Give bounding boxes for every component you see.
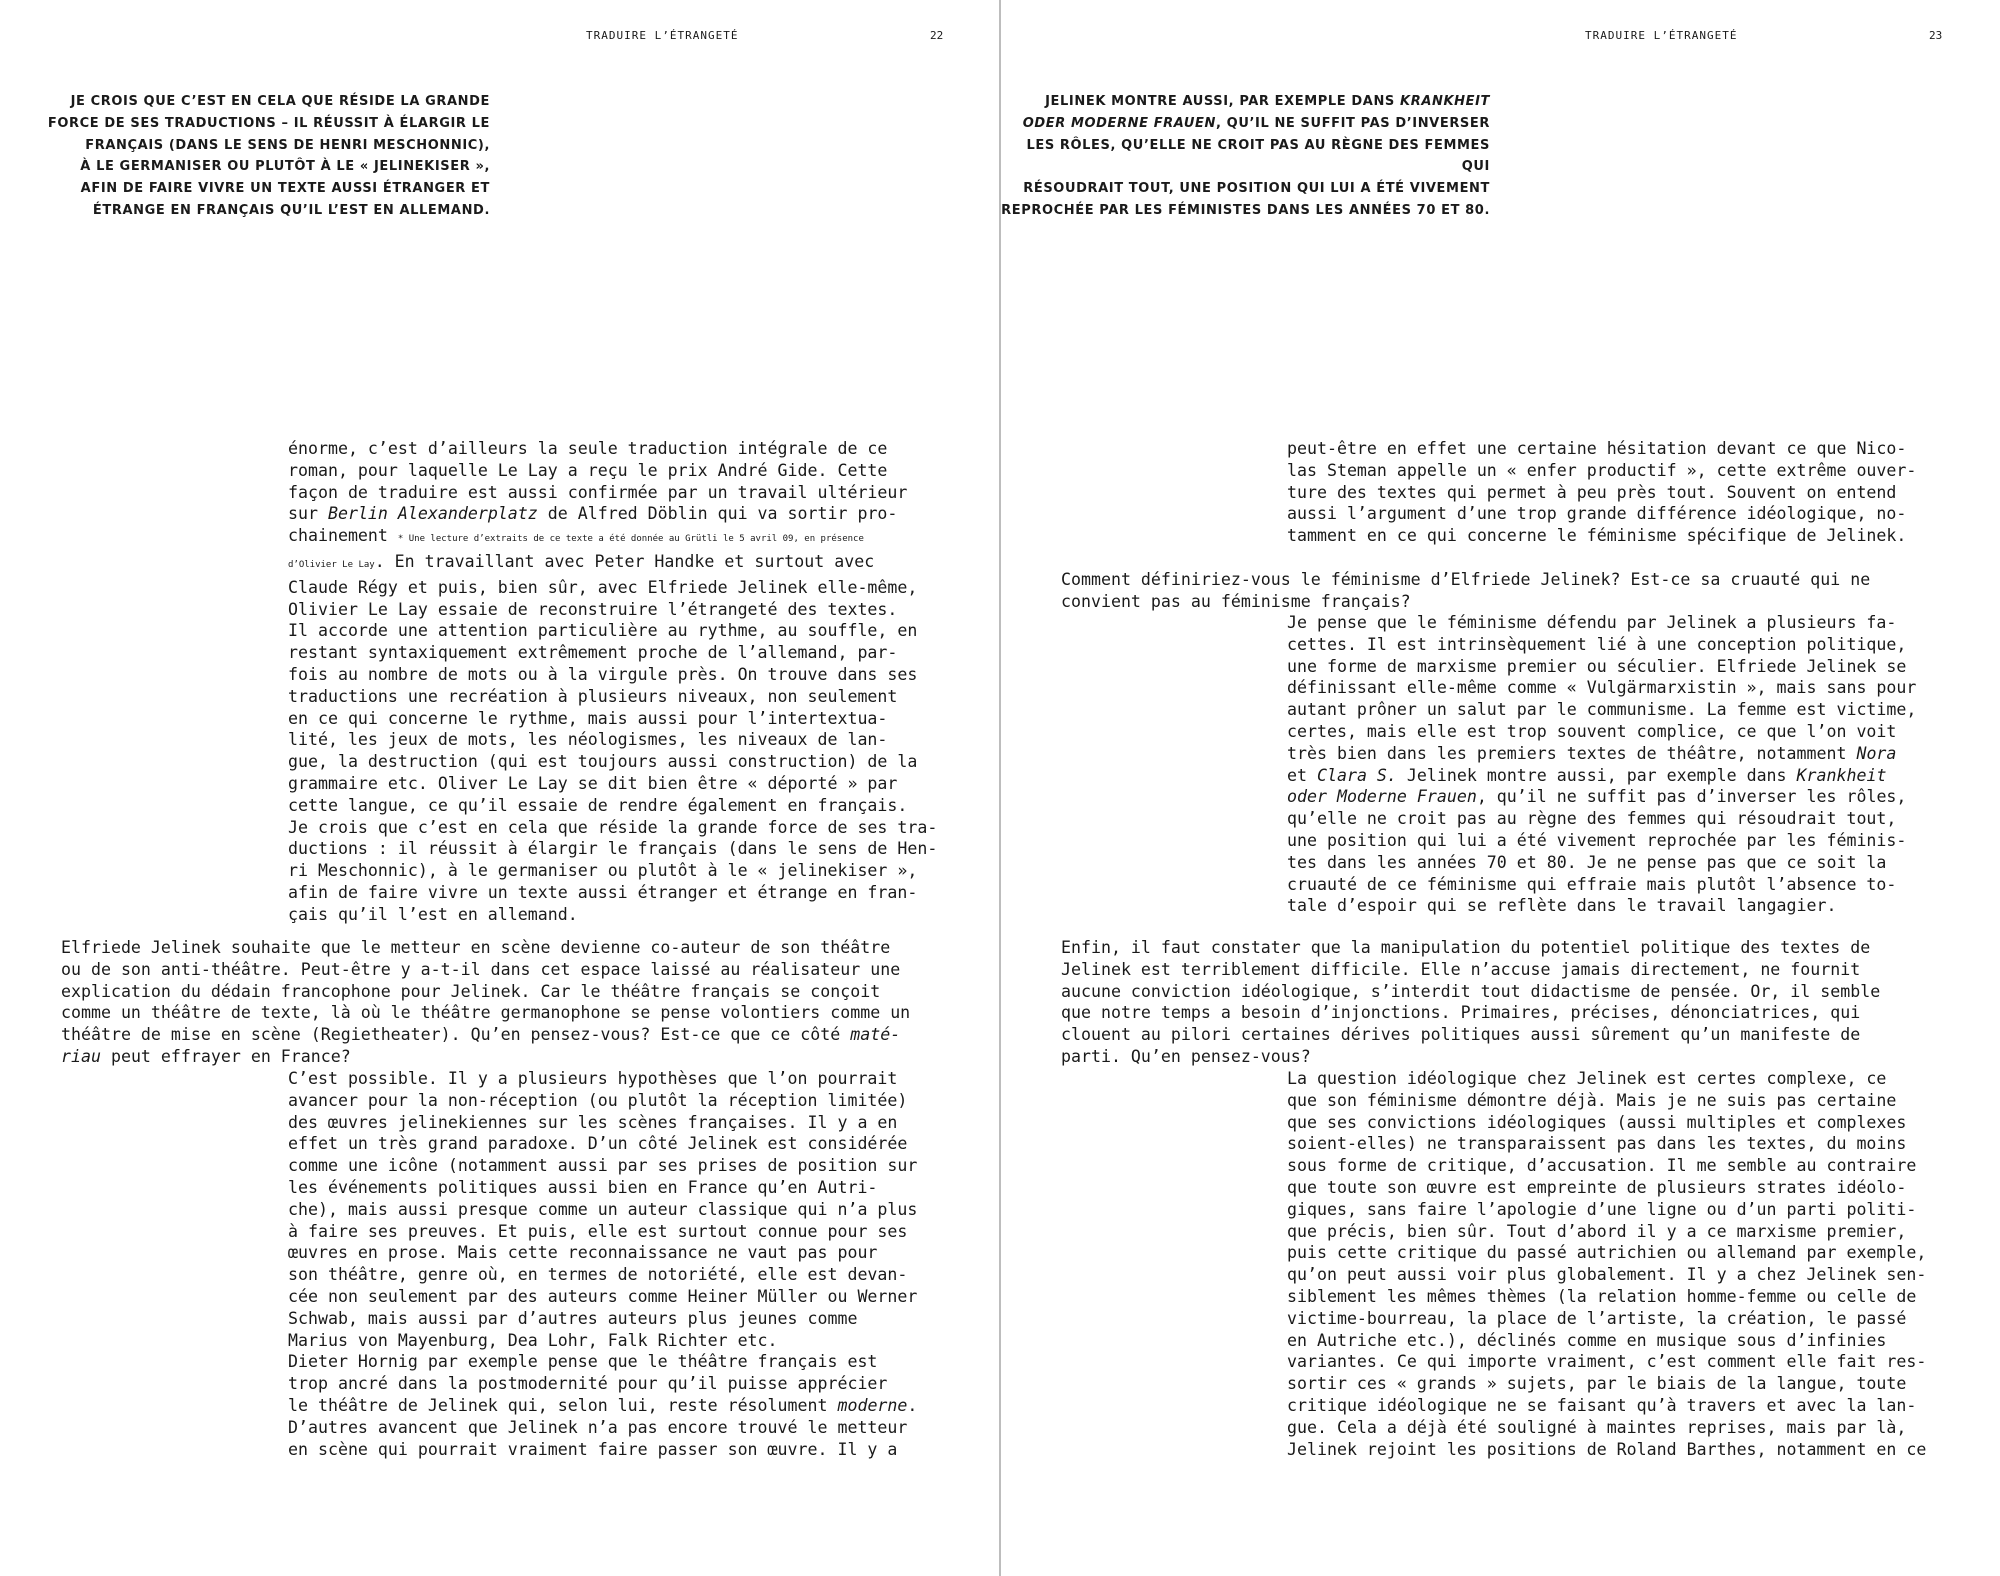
text-line: traductions une recréation à plusieurs niveaux, non seulement (288, 686, 898, 706)
text-line: les événements politiques aussi bien en France qu’en Autri- (288, 1177, 878, 1197)
pull-quote-line: AFIN DE FAIRE VIVRE UN TEXTE AUSSI ÉTRANGER ET (80, 181, 490, 197)
text-line: aussi l’argument d’une trop grande différence idéologique, no- (1287, 504, 1907, 524)
pull-quote-line: LES RÔLES, QU’ELLE NE CROIT PAS AU RÈGNE DES FEMMES QUI (1026, 137, 1490, 175)
text-line: Schwab, mais aussi par d’autres auteurs plus jeunes comme (288, 1308, 858, 1328)
pull-quote-line: ÉTRANGE EN FRANÇAIS QU’IL L’EST EN ALLEMAND. (92, 202, 490, 218)
text-run: peut effrayer en France? (100, 1046, 351, 1066)
text-line: restant syntaxiquement extrêmement proche de l’allemand, par- (288, 643, 898, 663)
text-run: Jelinek montre aussi, par exemple dans (1396, 765, 1797, 785)
text-line: en scène qui pourrait vraiment faire passer son œuvre. Il y a (288, 1439, 898, 1459)
text-line: sortir ces « grands » sujets, par le biais de la langue, toute (1287, 1374, 1907, 1394)
text-line: ou de son anti-théâtre. Peut-être y a-t-il dans cet espace laissé au réalisateur une (61, 959, 901, 979)
text-line: clouent au pilori certaines dérives politiques aussi sûrement qu’un manifeste de (1061, 1025, 1861, 1045)
text-line: aucune conviction idéologique, s’interdit tout didactisme de pensée. Or, il semble (1061, 981, 1881, 1001)
text-line: une forme de marxisme premier ou séculier. Elfriede Jelinek se (1287, 656, 1907, 676)
text-line: tale d’espoir qui se reflète dans le travail langagier. (1287, 896, 1837, 916)
text-line: Olivier Le Lay essaie de reconstruire l’étrangeté des textes. (288, 599, 898, 619)
text-run: sur (288, 504, 328, 524)
text-line: victime-bourreau, la place de l’artiste, la création, le passé (1287, 1308, 1907, 1328)
text-line: comme un théâtre de texte, là où le théâtre germanophone se pense volontiers comme un (61, 1003, 911, 1023)
emphasis: moderne (837, 1395, 908, 1415)
play-title: Clara S. (1316, 765, 1397, 785)
text-line: peut-être en effet une certaine hésitation devant ce que Nico- (1287, 439, 1907, 458)
text-line (1287, 743, 1916, 765)
interview-question (61, 937, 910, 1068)
text-line: variantes. Ce qui importe vraiment, c’est comment elle fait res- (1287, 1352, 1927, 1372)
text-line: tes dans les années 70 et 80. Je ne pense pas que ce soit la (1287, 852, 1887, 872)
text-line: Comment définiriez-vous le féminisme d’Elfriede Jelinek? Est-ce sa cruauté qui ne (1061, 570, 1871, 589)
body-text (288, 438, 937, 926)
text-line: une position qui lui a été vivement reprochée par les féminis- (1287, 830, 1907, 850)
text-line: en Autriche etc.), déclinés comme en musique sous d’infinies (1287, 1330, 1887, 1350)
text-line: ri Meschonnic), à le germaniser ou plutôt à le « jelinekiser », (288, 861, 918, 881)
text-line: giques, sans faire l’apologie d’une ligne ou d’un parti politi- (1287, 1199, 1917, 1219)
text-line: avancer pour la non-réception (ou plutôt la réception limitée) (288, 1090, 908, 1110)
text-line: La question idéologique chez Jelinek est certes complexe, ce (1287, 1069, 1887, 1088)
text-line: roman, pour laquelle Le Lay a reçu le prix André Gide. Cette (288, 460, 888, 480)
text-line: parti. Qu’en pensez-vous? (1061, 1046, 1311, 1066)
text-line (288, 525, 937, 551)
text-line: comme une icône (notamment aussi par ses prises de position sur (288, 1156, 918, 1176)
text-line: gue. Cela a déjà été souligné à maintes reprises, mais par là, (1287, 1417, 1907, 1437)
running-head: TRADUIRE L’ÉTRANGETÉ (1585, 29, 1738, 42)
text-line (61, 1046, 910, 1068)
text-line (61, 1024, 910, 1046)
text-line: cette langue, ce qu’il essaie de rendre également en français. (288, 795, 908, 815)
pull-quote (1000, 91, 1490, 222)
text-line: son théâtre, genre où, en termes de notoriété, elle est devan- (288, 1265, 908, 1285)
text-line: grammaire etc. Oliver Le Lay se dit bien être « déporté » par (288, 773, 898, 793)
emphasis: riau (61, 1046, 101, 1066)
footnote: d’Olivier Le Lay (288, 559, 375, 570)
text-line: Elfriede Jelinek souhaite que le metteur en scène devienne co-auteur de son théâtre (61, 938, 891, 957)
text-line: trop ancré dans la postmodernité pour qu’il puisse apprécier (288, 1374, 888, 1394)
text-run: théâtre de mise en scène (Regietheater). Qu’en pensez-vous? Est-ce que ce côté (61, 1025, 851, 1045)
pull-quote-line: RÉSOUDRAIT TOUT, UNE POSITION QUI LUI A ÉTÉ VIVEMENT (1023, 181, 1490, 197)
pull-quote-line: FORCE DE SES TRADUCTIONS – IL RÉUSSIT À ÉLARGIR LE (47, 115, 490, 131)
text-run: , qu’il ne suffit pas d’inverser les rôles, (1476, 787, 1907, 807)
right-page (1000, 0, 2000, 1576)
text-line: effet un très grand paradoxe. D’un côté Jelinek est considérée (288, 1134, 908, 1154)
text-line: Je crois que c’est en cela que réside la grande force de ses tra- (288, 817, 938, 837)
page-number: 22 (930, 29, 944, 42)
pull-quote-line: À LE GERMANISER OU PLUTÔT À LE « JELINEKISER », (80, 159, 490, 175)
interview-answer (1287, 612, 1916, 917)
text-line: Marius von Mayenburg, Dea Lohr, Falk Richter etc. (288, 1330, 778, 1350)
text-line: Je pense que le féminisme défendu par Jelinek a plusieurs fa- (1287, 613, 1897, 632)
text-line: que précis, bien sûr. Tout d’abord il y a ce marxisme premier, (1287, 1221, 1907, 1241)
text-line: fois au nombre de mots ou à la virgule près. On trouve dans ses (288, 664, 918, 684)
interview-answer (1287, 1068, 1926, 1460)
pull-quote-line: JE CROIS QUE C’EST EN CELA QUE RÉSIDE LA GRANDE (70, 94, 490, 109)
text-line: soient-elles) ne transparaissent pas dans les textes, du moins (1287, 1134, 1907, 1154)
text-line: Jelinek est terriblement difficile. Elle n’accuse jamais directement, ne fournit (1061, 959, 1861, 979)
text-line: à faire ses preuves. Et puis, elle est surtout connue pour ses (288, 1221, 908, 1241)
text-line: Enfin, il faut constater que la manipulation du potentiel politique des textes de (1061, 938, 1871, 957)
running-head: TRADUIRE L’ÉTRANGETÉ (586, 29, 739, 42)
book-title: KRANKHEIT (1400, 94, 1490, 109)
text-line: Il accorde une attention particulière au rythme, au souffle, en (288, 621, 918, 641)
text-line: convient pas au féminisme français? (1061, 591, 1411, 611)
text-line: certes, mais elle est trop souvent complice, ce que l’on voit (1287, 721, 1897, 741)
text-line: qu’on peut aussi voir plus globalement. Il y a chez Jelinek sen- (1287, 1265, 1927, 1285)
pull-quote-line: FRANÇAIS (DANS LE SENS DE HENRI MESCHONNIC), (85, 137, 490, 153)
text-line: lité, les jeux de mots, les néologismes, les niveaux de lan- (288, 730, 888, 750)
text-line: œuvres en prose. Mais cette reconnaissance ne vaut pas pour (288, 1243, 878, 1263)
page-number: 23 (1929, 29, 1943, 42)
pull-quote-line (1000, 91, 1490, 113)
text-line: che), mais aussi presque comme un auteur classique qui n’a plus (288, 1199, 918, 1219)
footnote: * Une lecture d’extraits de ce texte a été donnée au Grütli le 5 avril 09, en présence (397, 534, 864, 545)
text-line: des œuvres jelinekiennes sur les scènes françaises. Il y a en (288, 1112, 898, 1132)
text-line: tamment en ce qui concerne le féminisme spécifique de Jelinek. (1287, 526, 1907, 546)
text-run: . (907, 1395, 918, 1415)
text-run: . En travaillant avec Peter Handke et surtout avec (374, 551, 875, 571)
pull-quote (48, 91, 490, 222)
text-line (288, 551, 937, 577)
text-line: que notre temps a besoin d’injonctions. Primaires, précises, dénonciatrices, qui (1061, 1003, 1861, 1023)
text-line: Jelinek rejoint les positions de Roland Barthes, notamment en ce (1287, 1439, 1927, 1459)
text-line: cée non seulement par des auteurs comme Heiner Müller ou Werner (288, 1286, 918, 1306)
interview-question (1061, 937, 1880, 1068)
text-line: en ce qui concerne le rythme, mais aussi pour l’intertextua- (288, 708, 888, 728)
pull-quote-line: REPROCHÉE PAR LES FÉMINISTES DANS LES ANNÉES 70 ET 80. (1001, 202, 1490, 218)
text-line: cruauté de ce féminisme qui effraie mais plutôt l’absence to- (1287, 874, 1897, 894)
text-run: JELINEK MONTRE AUSSI, PAR EXEMPLE DANS (1045, 94, 1401, 109)
book-title: Berlin Alexanderplatz (327, 504, 538, 524)
text-line: que ses convictions idéologiques (aussi multiples et complexes (1287, 1112, 1907, 1132)
body-text (1287, 438, 1916, 547)
text-run: , QU’IL NE SUFFIT PAS D’INVERSER (1216, 115, 1490, 131)
text-line: définissant elle-même comme « Vulgärmarxistin », mais sans pour (1287, 678, 1917, 698)
text-line: autant prôner un salut par le communisme. La femme est victime, (1287, 700, 1917, 720)
text-line: çais qu’il l’est en allemand. (288, 904, 578, 924)
text-run: et (1287, 765, 1317, 785)
text-line: façon de traduire est aussi confirmée par un travail ultérieur (288, 482, 908, 502)
text-line: gue, la destruction (qui est toujours aussi construction) de la (288, 752, 918, 772)
text-line: explication du dédain francophone pour Jelinek. Car le théâtre français se conçoit (61, 981, 881, 1001)
text-line: puis cette critique du passé autrichien ou allemand par exemple, (1287, 1243, 1927, 1263)
play-title: oder Moderne Frauen (1287, 787, 1477, 807)
text-line: afin de faire vivre un texte aussi étranger et étrange en fran- (288, 882, 918, 902)
text-line: Dieter Hornig par exemple pense que le théâtre français est (288, 1352, 878, 1372)
text-line: qu’elle ne croit pas au règne des femmes qui résoudrait tout, (1287, 809, 1897, 829)
text-run: chainement (288, 526, 398, 546)
interview-question (1061, 569, 1870, 613)
text-line (1287, 786, 1916, 808)
play-title: Krankheit (1796, 765, 1887, 785)
text-line: ture des textes qui permet à peu près tout. Souvent on entend (1287, 482, 1897, 502)
text-line: sous forme de critique, d’accusation. Il me semble au contraire (1287, 1156, 1917, 1176)
text-line (288, 503, 937, 525)
text-line: D’autres avancent que Jelinek n’a pas encore trouvé le metteur (288, 1417, 908, 1437)
text-line: C’est possible. Il y a plusieurs hypothèses que l’on pourrait (288, 1069, 898, 1088)
pull-quote-line (1000, 113, 1490, 135)
text-line: que toute son œuvre est empreinte de plusieurs strates idéolo- (1287, 1177, 1907, 1197)
interview-answer (288, 1068, 917, 1460)
text-line: cettes. Il est intrinsèquement lié à une conception politique, (1287, 634, 1907, 654)
text-line: ductions : il réussit à élargir le français (dans le sens de Hen- (288, 839, 938, 859)
text-line: Claude Régy et puis, bien sûr, avec Elfriede Jelinek elle-même, (288, 577, 918, 597)
text-run: très bien dans les premiers textes de théâtre, notamment (1287, 743, 1857, 763)
text-line (1287, 765, 1916, 787)
book-title: ODER MODERNE FRAUEN (1022, 115, 1216, 131)
text-run: le théâtre de Jelinek qui, selon lui, reste résolument (288, 1395, 838, 1415)
text-run: de Alfred Döblin qui va sortir pro- (537, 504, 898, 524)
text-line (288, 1395, 917, 1417)
text-line: siblement les mêmes thèmes (la relation homme-femme ou celle de (1287, 1286, 1917, 1306)
play-title: Nora (1856, 743, 1897, 763)
text-line: énorme, c’est d’ailleurs la seule traduction intégrale de ce (288, 439, 888, 458)
emphasis: maté- (850, 1025, 901, 1045)
text-line: critique idéologique ne se faisant qu’à travers et avec la lan- (1287, 1395, 1917, 1415)
text-line: las Steman appelle un « enfer productif », cette extrême ouver- (1287, 460, 1917, 480)
text-line: que son féminisme démontre déjà. Mais je ne suis pas certaine (1287, 1090, 1897, 1110)
